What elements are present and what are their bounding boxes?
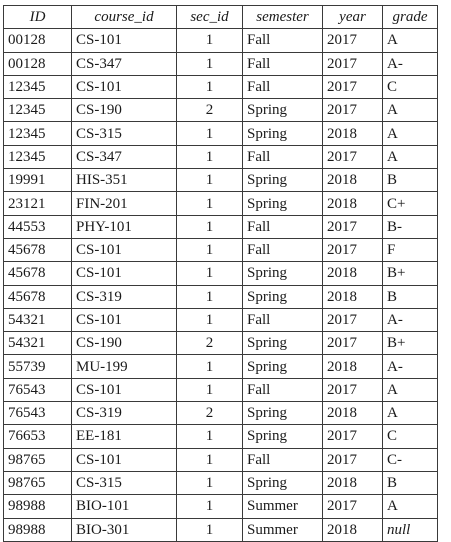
cell-year: 2018 xyxy=(323,169,383,192)
table-row xyxy=(4,425,438,448)
cell-id: 12345 xyxy=(4,75,72,98)
cell-year: 2018 xyxy=(323,518,383,541)
cell-year: 2017 xyxy=(323,145,383,168)
cell-course-id: CS-101 xyxy=(72,262,177,285)
table-row xyxy=(4,308,438,331)
cell-grade: A xyxy=(383,122,438,145)
header-sec-id: sec_id xyxy=(177,6,243,29)
cell-course-id: CS-190 xyxy=(72,99,177,122)
cell-sec-id: 1 xyxy=(177,285,243,308)
cell-grade: A- xyxy=(383,355,438,378)
cell-year: 2017 xyxy=(323,378,383,401)
table-row xyxy=(4,471,438,494)
cell-course-id: HIS-351 xyxy=(72,169,177,192)
cell-course-id: CS-347 xyxy=(72,145,177,168)
cell-sec-id: 2 xyxy=(177,402,243,425)
cell-id: 23121 xyxy=(4,192,72,215)
cell-id: 98765 xyxy=(4,471,72,494)
cell-grade: A xyxy=(383,145,438,168)
cell-grade: B+ xyxy=(383,262,438,285)
cell-id: 19991 xyxy=(4,169,72,192)
cell-grade: F xyxy=(383,238,438,261)
cell-course-id: CS-347 xyxy=(72,52,177,75)
cell-grade: A xyxy=(383,402,438,425)
cell-year: 2017 xyxy=(323,215,383,238)
cell-semester: Fall xyxy=(243,75,323,98)
cell-year: 2018 xyxy=(323,262,383,285)
cell-course-id: CS-101 xyxy=(72,448,177,471)
cell-grade: A xyxy=(383,378,438,401)
cell-course-id: CS-101 xyxy=(72,378,177,401)
cell-id: 76543 xyxy=(4,378,72,401)
table-row xyxy=(4,378,438,401)
cell-sec-id: 1 xyxy=(177,29,243,52)
cell-id: 00128 xyxy=(4,29,72,52)
cell-sec-id: 1 xyxy=(177,378,243,401)
cell-year: 2017 xyxy=(323,29,383,52)
cell-course-id: FIN-201 xyxy=(72,192,177,215)
cell-course-id: BIO-101 xyxy=(72,495,177,518)
cell-id: 55739 xyxy=(4,355,72,378)
cell-sec-id: 2 xyxy=(177,332,243,355)
table-row xyxy=(4,355,438,378)
cell-semester: Fall xyxy=(243,145,323,168)
cell-sec-id: 1 xyxy=(177,215,243,238)
cell-grade: B xyxy=(383,285,438,308)
cell-id: 45678 xyxy=(4,238,72,261)
cell-year: 2018 xyxy=(323,402,383,425)
cell-semester: Fall xyxy=(243,29,323,52)
cell-semester: Spring xyxy=(243,285,323,308)
table-row xyxy=(4,99,438,122)
cell-id: 76543 xyxy=(4,402,72,425)
cell-grade: A- xyxy=(383,52,438,75)
cell-year: 2017 xyxy=(323,75,383,98)
cell-semester: Spring xyxy=(243,425,323,448)
cell-grade: C xyxy=(383,75,438,98)
header-semester: semester xyxy=(243,6,323,29)
cell-sec-id: 1 xyxy=(177,495,243,518)
cell-grade: B- xyxy=(383,215,438,238)
table-row xyxy=(4,169,438,192)
cell-grade: B xyxy=(383,169,438,192)
cell-year: 2017 xyxy=(323,52,383,75)
table-row xyxy=(4,332,438,355)
cell-year: 2017 xyxy=(323,448,383,471)
cell-year: 2018 xyxy=(323,285,383,308)
cell-grade: C+ xyxy=(383,192,438,215)
table-body xyxy=(4,29,438,542)
cell-course-id: CS-319 xyxy=(72,402,177,425)
header-course-id: course_id xyxy=(72,6,177,29)
cell-course-id: CS-101 xyxy=(72,29,177,52)
cell-semester: Fall xyxy=(243,308,323,331)
cell-year: 2017 xyxy=(323,425,383,448)
cell-year: 2017 xyxy=(323,99,383,122)
cell-grade: A xyxy=(383,29,438,52)
table-row xyxy=(4,145,438,168)
cell-semester: Spring xyxy=(243,122,323,145)
cell-course-id: CS-315 xyxy=(72,122,177,145)
cell-id: 12345 xyxy=(4,99,72,122)
cell-id: 54321 xyxy=(4,332,72,355)
cell-id: 00128 xyxy=(4,52,72,75)
table-row xyxy=(4,29,438,52)
table-row xyxy=(4,448,438,471)
cell-sec-id: 1 xyxy=(177,448,243,471)
cell-semester: Fall xyxy=(243,448,323,471)
cell-id: 98988 xyxy=(4,495,72,518)
header-grade: grade xyxy=(383,6,438,29)
cell-sec-id: 1 xyxy=(177,308,243,331)
cell-sec-id: 2 xyxy=(177,99,243,122)
header-id: ID xyxy=(4,6,72,29)
cell-grade: C xyxy=(383,425,438,448)
cell-semester: Fall xyxy=(243,52,323,75)
table-row xyxy=(4,75,438,98)
cell-semester: Spring xyxy=(243,471,323,494)
cell-semester: Spring xyxy=(243,169,323,192)
cell-course-id: BIO-301 xyxy=(72,518,177,541)
cell-grade: A xyxy=(383,99,438,122)
cell-semester: Spring xyxy=(243,402,323,425)
cell-sec-id: 1 xyxy=(177,518,243,541)
cell-sec-id: 1 xyxy=(177,262,243,285)
cell-semester: Spring xyxy=(243,192,323,215)
cell-grade: B xyxy=(383,471,438,494)
cell-id: 54321 xyxy=(4,308,72,331)
cell-semester: Fall xyxy=(243,215,323,238)
cell-course-id: PHY-101 xyxy=(72,215,177,238)
table-row xyxy=(4,518,438,541)
cell-semester: Summer xyxy=(243,495,323,518)
cell-course-id: CS-101 xyxy=(72,75,177,98)
cell-year: 2017 xyxy=(323,308,383,331)
cell-sec-id: 1 xyxy=(177,192,243,215)
cell-sec-id: 1 xyxy=(177,238,243,261)
cell-sec-id: 1 xyxy=(177,145,243,168)
cell-course-id: EE-181 xyxy=(72,425,177,448)
cell-id: 98765 xyxy=(4,448,72,471)
cell-year: 2018 xyxy=(323,192,383,215)
cell-course-id: CS-315 xyxy=(72,471,177,494)
table-header xyxy=(4,6,438,29)
takes-table xyxy=(3,5,438,542)
header-row xyxy=(4,6,438,29)
table-row xyxy=(4,495,438,518)
cell-grade: B+ xyxy=(383,332,438,355)
cell-id: 44553 xyxy=(4,215,72,238)
cell-grade: null xyxy=(383,518,438,541)
table-row xyxy=(4,402,438,425)
cell-semester: Fall xyxy=(243,238,323,261)
table-row xyxy=(4,122,438,145)
cell-id: 12345 xyxy=(4,145,72,168)
cell-year: 2017 xyxy=(323,332,383,355)
cell-id: 45678 xyxy=(4,285,72,308)
cell-course-id: CS-101 xyxy=(72,238,177,261)
cell-id: 98988 xyxy=(4,518,72,541)
cell-semester: Spring xyxy=(243,355,323,378)
table-row xyxy=(4,285,438,308)
cell-id: 76653 xyxy=(4,425,72,448)
cell-semester: Spring xyxy=(243,332,323,355)
cell-year: 2017 xyxy=(323,238,383,261)
cell-grade: A xyxy=(383,495,438,518)
cell-semester: Fall xyxy=(243,378,323,401)
cell-year: 2018 xyxy=(323,471,383,494)
cell-semester: Summer xyxy=(243,518,323,541)
cell-year: 2018 xyxy=(323,122,383,145)
cell-year: 2018 xyxy=(323,355,383,378)
cell-sec-id: 1 xyxy=(177,52,243,75)
cell-sec-id: 1 xyxy=(177,122,243,145)
cell-sec-id: 1 xyxy=(177,355,243,378)
cell-id: 45678 xyxy=(4,262,72,285)
cell-course-id: CS-190 xyxy=(72,332,177,355)
table-row xyxy=(4,238,438,261)
table-row xyxy=(4,262,438,285)
cell-year: 2017 xyxy=(323,495,383,518)
cell-sec-id: 1 xyxy=(177,75,243,98)
cell-sec-id: 1 xyxy=(177,169,243,192)
cell-sec-id: 1 xyxy=(177,425,243,448)
cell-course-id: CS-319 xyxy=(72,285,177,308)
table-row xyxy=(4,52,438,75)
cell-course-id: CS-101 xyxy=(72,308,177,331)
header-year: year xyxy=(323,6,383,29)
cell-sec-id: 1 xyxy=(177,471,243,494)
cell-id: 12345 xyxy=(4,122,72,145)
cell-course-id: MU-199 xyxy=(72,355,177,378)
table-row xyxy=(4,215,438,238)
cell-grade: C- xyxy=(383,448,438,471)
cell-semester: Spring xyxy=(243,262,323,285)
table-row xyxy=(4,192,438,215)
cell-grade: A- xyxy=(383,308,438,331)
cell-semester: Spring xyxy=(243,99,323,122)
